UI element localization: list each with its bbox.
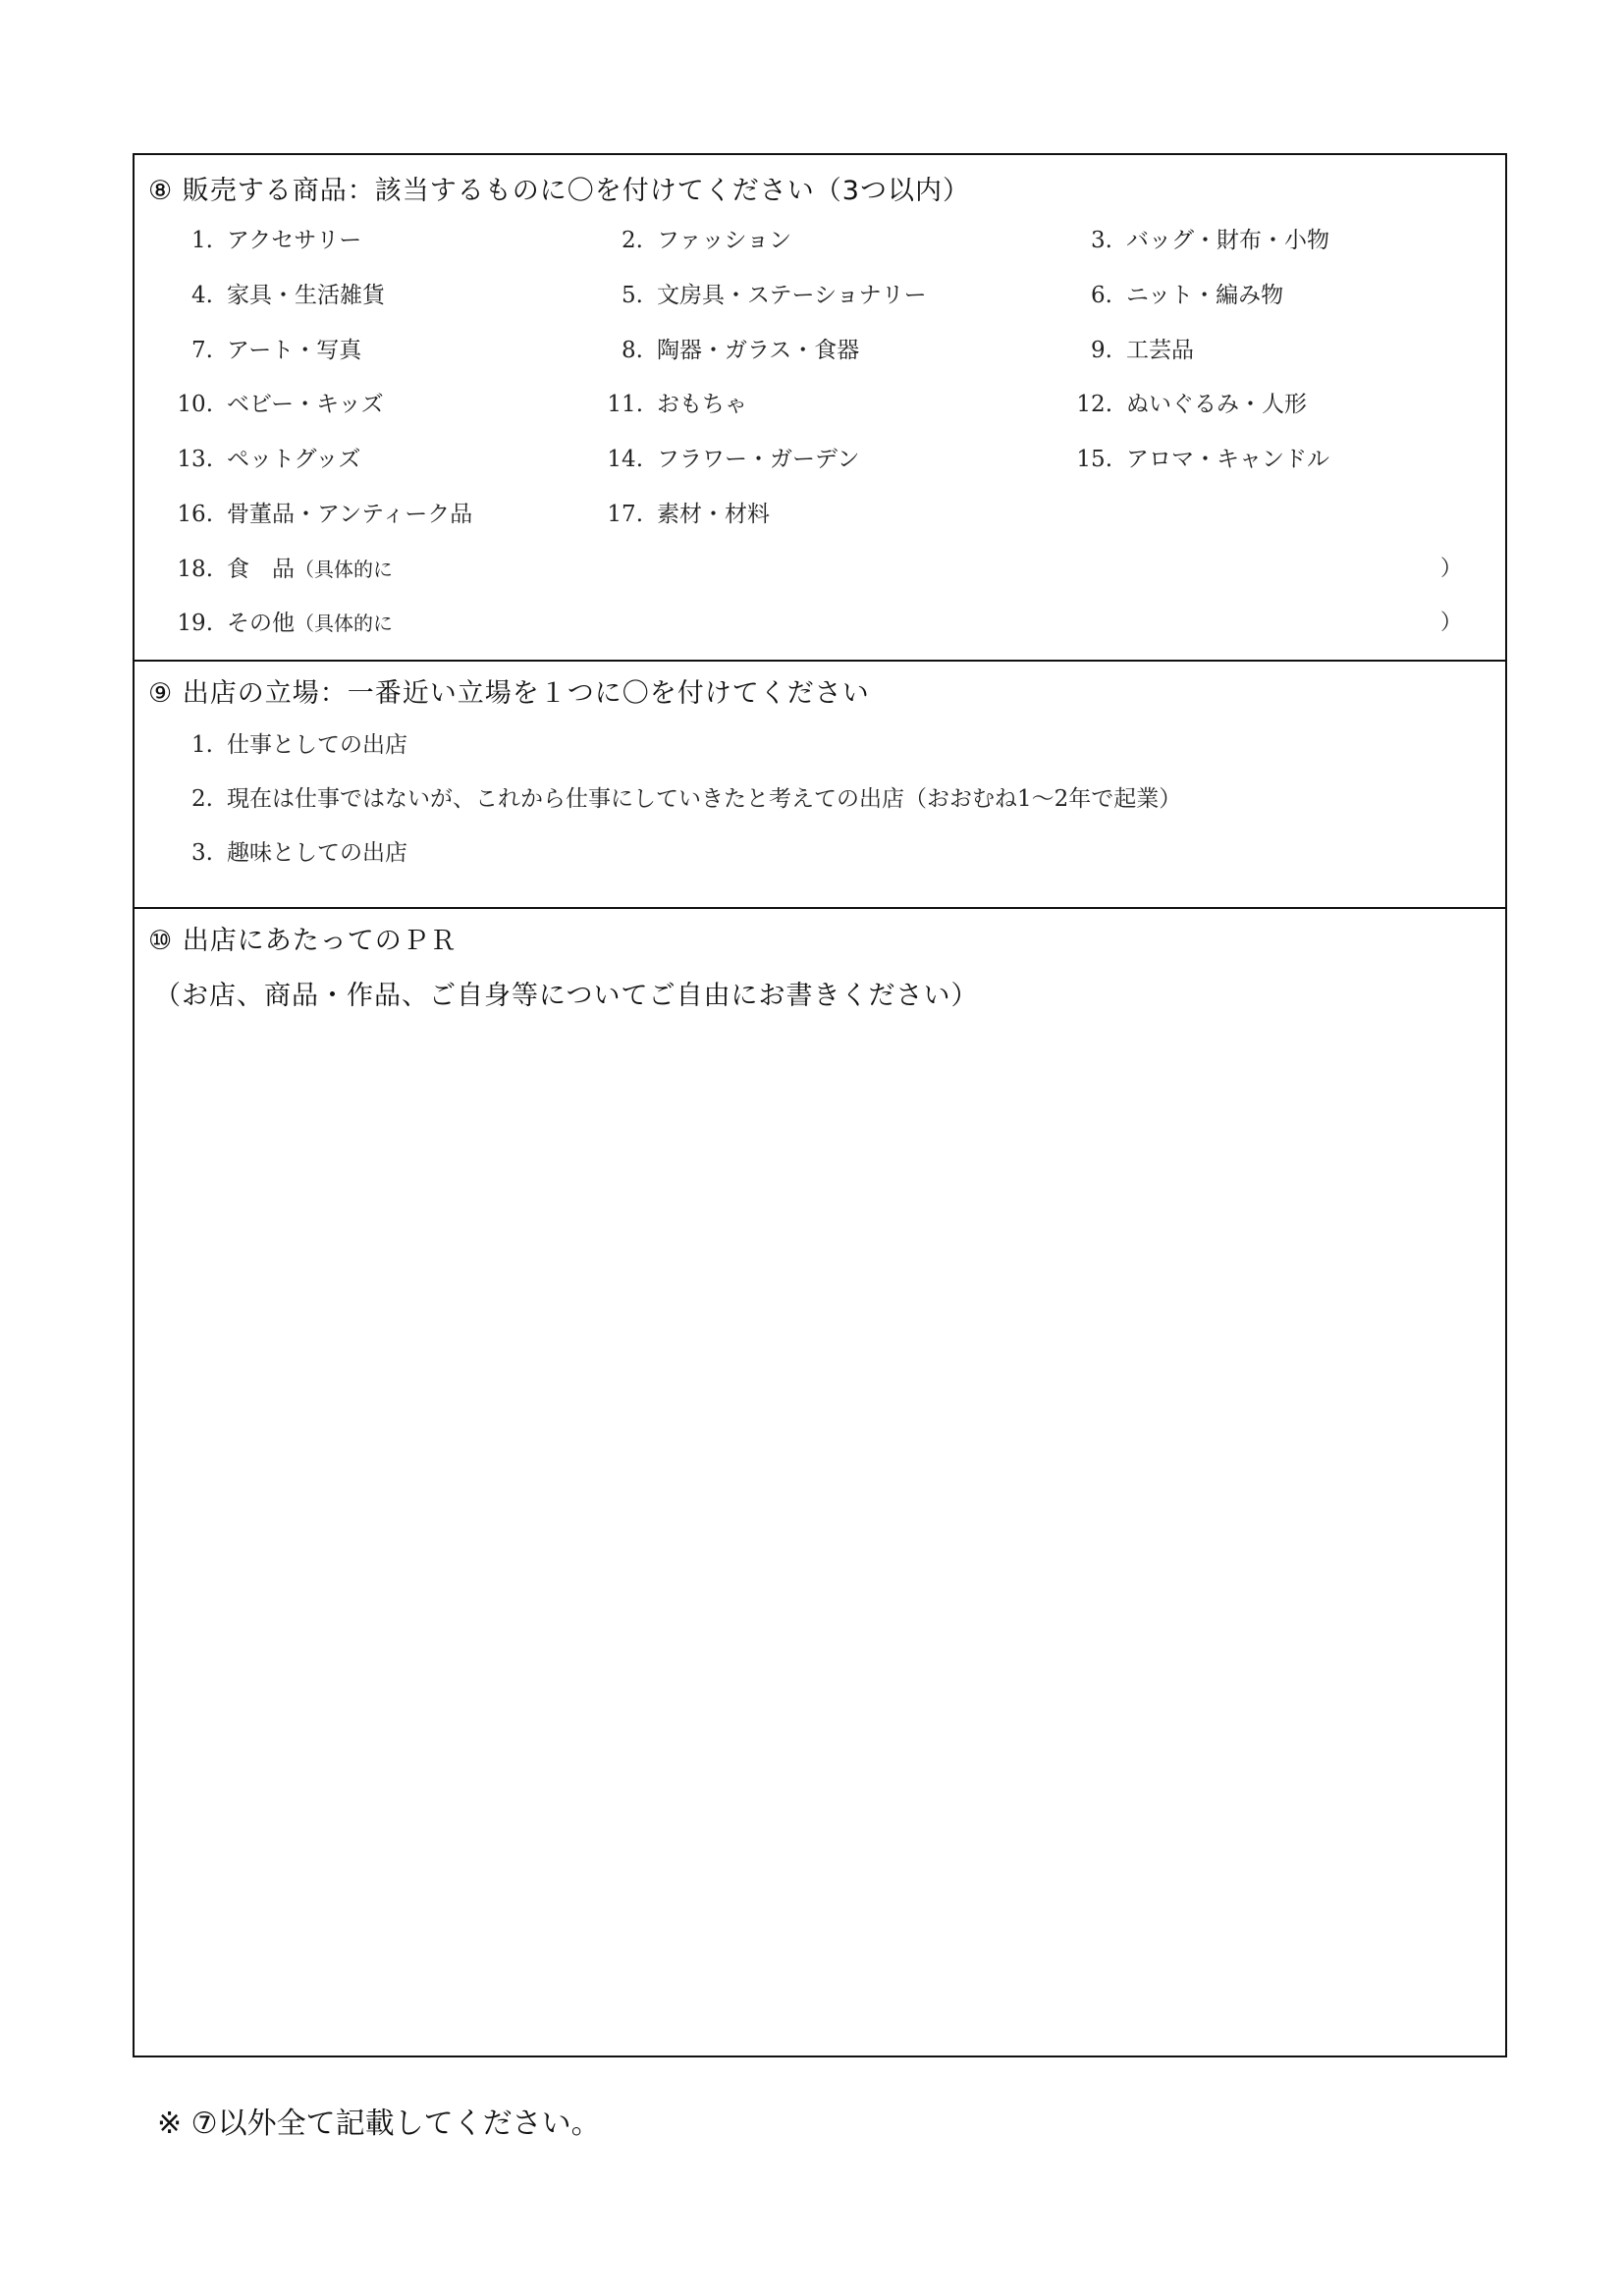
position-option-2[interactable]: 2. 現在は仕事ではないが、これから仕事にしていきたと考えての出店（おおむね1～2年で起業）: [191, 786, 1182, 812]
product-option-18-food[interactable]: 18. 食 品（具体的に: [177, 557, 393, 582]
other-detail-hint: （具体的に: [295, 612, 393, 635]
product-option-1[interactable]: 1. アクセサリー: [191, 228, 362, 253]
product-option-17[interactable]: 17. 素材・材料: [607, 502, 770, 527]
position-option-1[interactable]: 1. 仕事としての出店: [191, 732, 407, 758]
footer-note: ※ ⑦以外全て記載してください。: [157, 2107, 601, 2141]
section-position: [135, 662, 1505, 909]
product-option-2[interactable]: 2. ファッション: [622, 228, 792, 253]
other-detail-close-paren: ）: [1440, 611, 1463, 635]
section-products-heading: ⑧ 販売する商品：該当するものに〇を付けてください（3つ以内）: [148, 176, 970, 206]
product-option-13[interactable]: 13. ペットグッズ: [177, 447, 361, 472]
product-option-7[interactable]: 7. アート・写真: [191, 338, 362, 363]
product-option-19-other[interactable]: 19. その他（具体的に: [177, 611, 393, 636]
position-option-3[interactable]: 3. 趣味としての出店: [191, 840, 407, 866]
application-form: [133, 153, 1507, 2057]
product-option-8[interactable]: 8. 陶器・ガラス・食器: [622, 338, 860, 363]
product-option-10[interactable]: 10. ベビー・キッズ: [177, 392, 384, 417]
product-option-6[interactable]: 6. ニット・編み物: [1091, 283, 1284, 308]
food-detail-close-paren: ）: [1440, 557, 1463, 581]
section-products: [135, 155, 1505, 662]
product-option-5[interactable]: 5. 文房具・ステーショナリー: [622, 283, 927, 308]
section-pr-subheading: （お店、商品・作品、ご自身等についてご自由にお書きください）: [154, 981, 979, 1011]
product-option-15[interactable]: 15. アロマ・キャンドル: [1076, 447, 1329, 472]
product-option-9[interactable]: 9. 工芸品: [1091, 338, 1194, 363]
product-option-11[interactable]: 11. おもちゃ: [607, 392, 747, 417]
product-option-3[interactable]: 3. バッグ・財布・小物: [1091, 228, 1329, 253]
product-option-16[interactable]: 16. 骨董品・アンティーク品: [177, 502, 473, 527]
section-position-heading: ⑨ 出店の立場：一番近い立場を１つに〇を付けてください: [148, 678, 870, 709]
product-option-14[interactable]: 14. フラワー・ガーデン: [607, 447, 860, 472]
section-pr-heading: ⑩ 出店にあたってのＰＲ: [148, 926, 458, 956]
product-option-4[interactable]: 4. 家具・生活雑貨: [191, 283, 385, 308]
food-detail-hint: （具体的に: [295, 558, 393, 581]
product-option-12[interactable]: 12. ぬいぐるみ・人形: [1076, 392, 1307, 417]
section-pr: [135, 909, 1505, 2057]
pr-text-area[interactable]: [144, 1027, 1495, 2048]
